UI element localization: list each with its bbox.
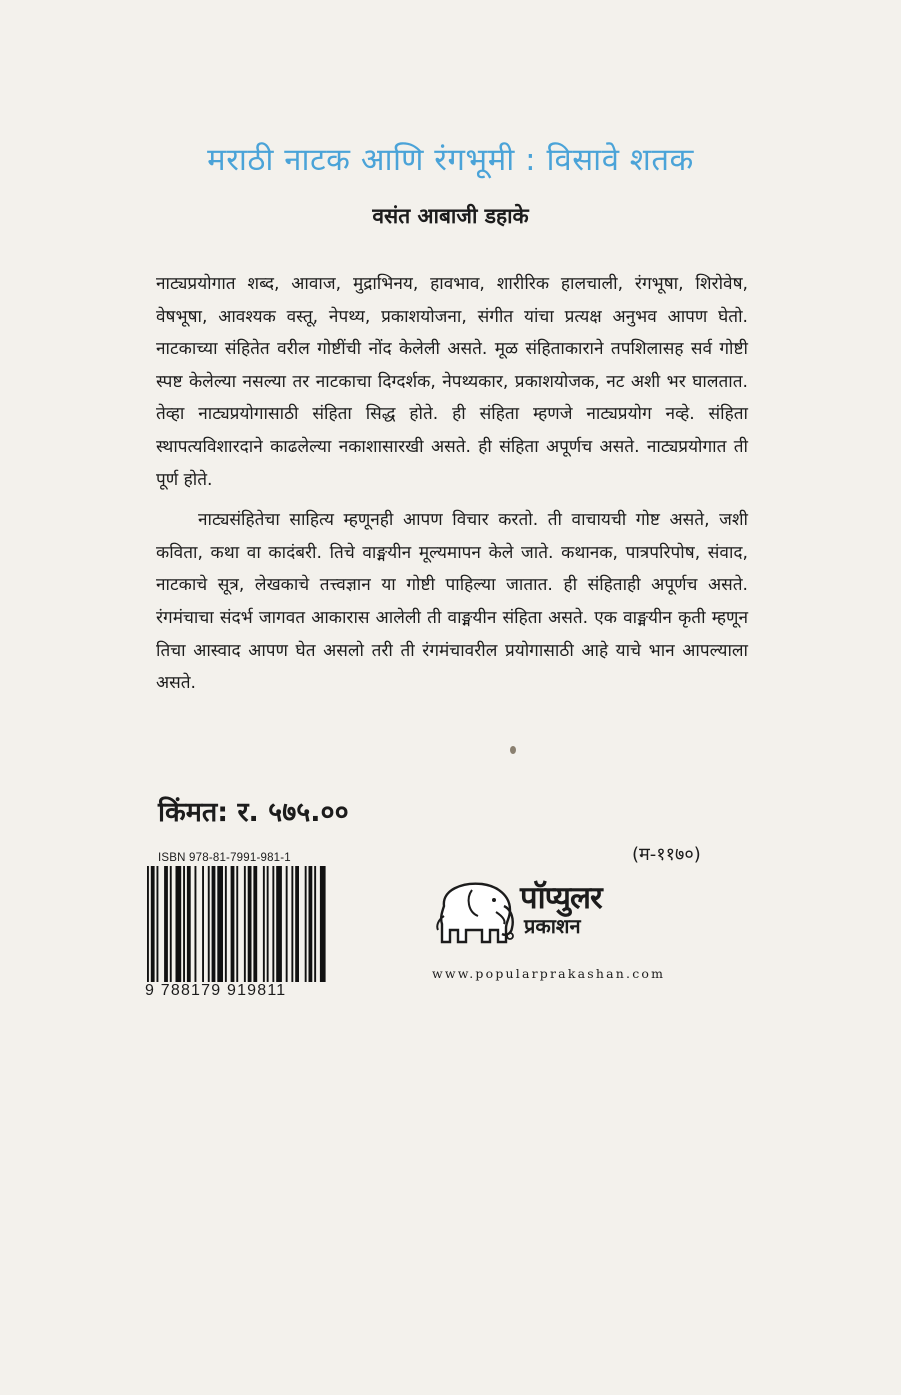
barcode-bar [202, 866, 204, 982]
barcode-bar [244, 866, 246, 982]
publisher-website: www.popularprakashan.com [432, 966, 666, 981]
barcode-graphic [145, 866, 385, 984]
barcode-bar [309, 866, 313, 982]
blurb-paragraph-1: नाट्यप्रयोगात शब्द, आवाज, मुद्राभिनय, हावभाव, शारीरिक हालचाली, रंगभूषा, शिरोवेष, वेषभूषा, आवश्यक वस्तू, नेपथ्य, प्रकाशयोजना, संगीत यांचा प्रत्यक्ष अनुभव आपण घेतो. नाटकाच्या संहितेत वरील गोष्टींची नोंद केलेली असते. मूळ संहिताकाराने तपशिलासह सर्व गोष्टी स्पष्ट केलेल्या नसल्या तर नाटकाचा दिग्दर्शक, नेपथ्यकार, प्रकाशयोजक, नट अशी भर घालतात. तेव्हा नाट्यप्रयोगासाठी संहिता सिद्ध होते. ही संहिता म्हणजे नाट्यप्रयोग नव्हे. संहिता स्थापत्यविशारदाने काढलेल्या नकाशासारखी असते. ही संहिता अपूर्णच असते. नाट्यप्रयोगात ती पूर्ण होते. [156, 274, 748, 490]
barcode-bar [291, 866, 293, 982]
print-speck [510, 746, 516, 754]
catalog-code: (म-११७०) [632, 844, 701, 865]
blurb [156, 268, 748, 700]
barcode-bar [286, 866, 288, 982]
barcode-bar [314, 866, 316, 982]
barcode-bar [295, 866, 299, 982]
publisher-subname: प्रकाशन [524, 914, 581, 938]
barcode-bar [147, 866, 149, 982]
barcode-digits: 9 788179 919811 [145, 982, 287, 999]
barcode-bar [305, 866, 307, 982]
barcode-bar [276, 866, 282, 982]
barcode-bar [320, 866, 326, 982]
barcode-bar [253, 866, 257, 982]
isbn-label: ISBN 978-81-7991-981-1 [158, 852, 291, 864]
elephant-icon [432, 876, 518, 952]
barcode-bar [272, 866, 274, 982]
barcode-bar [183, 866, 185, 982]
blurb-paragraph-2: नाट्यसंहितेचा साहित्य म्हणूनही आपण विचार करतो. ती वाचायची गोष्ट असते, जशी कविता, कथा वा कादंबरी. तिचे वाङ्मयीन मूल्यमापन केले जाते. कथानक, पात्रपरिपोष, संवाद, नाटकाचे सूत्र, लेखकाचे तत्त्वज्ञान या गोष्टी पाहिल्या जातात. ही संहिताही अपूर्णच असते. रंगमंचाचा संदर्भ जागवत आकारास आलेली ती वाङ्मयीन संहिता असते. एक वाङ्मयीन कृती म्हणून तिचा आस्वाद आपण घेत असलो तरी ती रंगमंचावरील प्रयोगासाठी आहे याचे भान आपल्याला असते. [156, 510, 748, 694]
barcode-bar [176, 866, 182, 982]
barcode-bar [164, 866, 168, 982]
barcode-bar [187, 866, 191, 982]
barcode-bar [157, 866, 159, 982]
publisher-logo [432, 876, 732, 956]
barcode-bar [225, 866, 227, 982]
barcode-bar [208, 866, 210, 982]
barcode-bar [195, 866, 197, 982]
barcode-bar [248, 866, 252, 982]
price-label: किंमत: र. ५७५.०० [158, 797, 349, 828]
publisher-name: पॉप्युलर [520, 880, 602, 916]
barcode-bar [217, 866, 223, 982]
barcode-bar [170, 866, 172, 982]
barcode-bar [212, 866, 216, 982]
barcode-bar [263, 866, 265, 982]
barcode [145, 866, 385, 984]
barcode-bar [236, 866, 238, 982]
author-name: वसंत आबाजी डहाके [372, 204, 529, 228]
barcode-bar [231, 866, 235, 982]
barcode-bar [151, 866, 155, 982]
book-title: मराठी नाटक आणि रंगभूमी : विसावे शतक [207, 142, 694, 178]
barcode-bar [267, 866, 269, 982]
